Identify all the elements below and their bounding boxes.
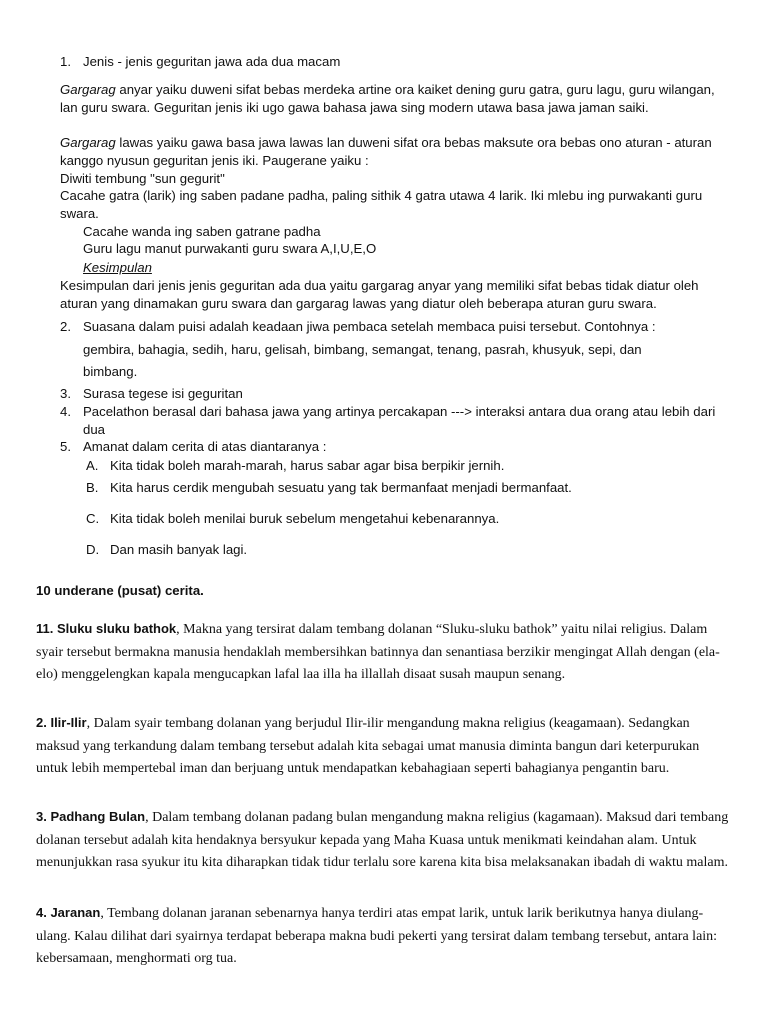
item-5-sub-label: D.	[86, 542, 100, 557]
song-title: 2. Ilir-Ilir	[36, 715, 87, 730]
item-5-sub-label: C.	[86, 511, 100, 526]
song-title: 4. Jaranan	[36, 905, 101, 920]
item-1-paragraph-anyar	[60, 81, 732, 116]
item-5-sub-text: Kita tidak boleh menilai buruk sebelum mengetahui kebenarannya.	[110, 511, 500, 526]
item-5-number: 5.	[60, 439, 71, 454]
anyar-text: anyar yaiku duweni sifat bebas merdeka artine ora kaiket dening guru gatra, guru lagu, guru wilangan, lan guru swara. Geguritan jenis iki ugo gawa bahasa jawa sing modern utawa basa jawa jaman saiki.	[60, 82, 715, 115]
item-1-heading: Jenis - jenis geguritan jawa ada dua macam	[83, 54, 341, 69]
item-2-number: 2.	[60, 319, 71, 334]
item-2-line-1: Suasana dalam puisi adalah keadaan jiwa pembaca setelah membaca puisi tersebut. Contohnya :	[83, 319, 656, 334]
song-body: , Makna yang tersirat dalam tembang dolanan “Sluku-sluku bathok” yaitu nilai religius. Dalam syair tersebut bermakna manusia hendaklah membersihkan batinnya dan senantiasa berzikir mengingat Allah dengan (ela-elo) menggelengkan kapala mengucapkan lafal laa illa ha illallah disaat susah maupun senang.	[36, 622, 720, 683]
item-5-text: Amanat dalam cerita di atas diantaranya :	[83, 439, 327, 454]
item-4-text: Pacelathon berasal dari bahasa jawa yang artinya percakapan ---> interaksi antara dua orang atau lebih dari dua	[83, 404, 716, 437]
song-paragraph	[36, 618, 732, 687]
song-paragraph	[36, 712, 732, 781]
item-2-line-2: gembira, bahagia, sedih, haru, gelisah, bimbang, semangat, tenang, pasrah, khusyuk, sepi, dan bimbang.	[83, 342, 642, 379]
song-title: 11. Sluku sluku bathok	[36, 621, 177, 636]
item-1-number: 1.	[60, 54, 71, 69]
gargarag-italic: Gargarag	[60, 82, 116, 97]
conclusion-heading: Kesimpulan	[83, 260, 152, 275]
item-5-sub-text: Dan masih banyak lagi.	[110, 542, 248, 557]
item-5-sub-text: Kita harus cerdik mengubah sesuatu yang tak bermanfaat menjadi bermanfaat.	[110, 480, 572, 495]
item-4-number: 4.	[60, 404, 71, 419]
rule-2: Cacahe gatra (larik) ing saben padane padha, paling sithik 4 gatra utawa 4 larik. Iki mlebu ing purwakanti guru swara.	[60, 188, 703, 221]
item-10-heading: 10 underane (pusat) cerita.	[36, 583, 204, 598]
gargarag-italic: Gargarag	[60, 135, 116, 150]
rule-1: Diwiti tembung "sun gegurit"	[60, 171, 225, 186]
item-5-sub-label: B.	[86, 480, 99, 495]
item-5-sub-text: Kita tidak boleh marah-marah, harus sabar agar bisa berpikir jernih.	[110, 458, 505, 473]
item-1-paragraph-lawas	[60, 134, 732, 169]
song-body: , Tembang dolanan jaranan sebenarnya hanya terdiri atas empat larik, untuk larik berikutnya hanya diulang-ulang. Kalau dilihat dari syairnya terdapat beberapa makna budi pekerti yang tersirat dalam tembang tersebut, antara lain: kebersamaan, menghormati org tua.	[36, 906, 718, 967]
song-title: 3. Padhang Bulan	[36, 809, 146, 824]
song-paragraph	[36, 902, 732, 971]
conclusion-text: Kesimpulan dari jenis jenis geguritan ada dua yaitu gargarag anyar yang memiliki sifat bebas tidak diatur oleh aturan yang dinamakan guru swara dan gargarag lawas yang diatur oleh beberapa aturan guru swara.	[60, 278, 699, 311]
item-3-number: 3.	[60, 386, 71, 401]
rule-3: Cacahe wanda ing saben gatrane padha	[83, 224, 321, 239]
item-3-text: Surasa tegese isi geguritan	[83, 386, 243, 401]
song-paragraph	[36, 806, 732, 875]
song-body: , Dalam tembang dolanan padang bulan mengandung makna religius (kagamaan). Maksud dari tembang dolanan tersebut adalah kita hendaknya bersyukur kepada yang Maha Kuasa untuk menikmati keindahan alam. Untuk menunjukkan rasa syukur itu kita diharapkan tidak tidur terlalu sore karena kita bisa melaksanakan ibadah di waktu malam.	[36, 810, 729, 871]
rule-4: Guru lagu manut purwakanti guru swara A,I,U,E,O	[83, 241, 377, 256]
lawas-text: lawas yaiku gawa basa jawa lawas lan duweni sifat ora bebas maksute ora bebas ono aturan - aturan kanggo nyusun geguritan jenis iki. Paugerane yaiku :	[60, 135, 712, 168]
item-5-sub-label: A.	[86, 458, 99, 473]
song-body: , Dalam syair tembang dolanan yang berjudul Ilir-ilir mengandung makna religius (keagamaan). Sedangkan maksud yang terkandung dalam tembang tersebut adalah kita sebagai umat manusia diminta bangun dari keterpurukan untuk lebih mempertebal iman dan berjuang untuk mendapatkan kebahagiaan seperti bahagianya pengantin baru.	[36, 716, 700, 777]
